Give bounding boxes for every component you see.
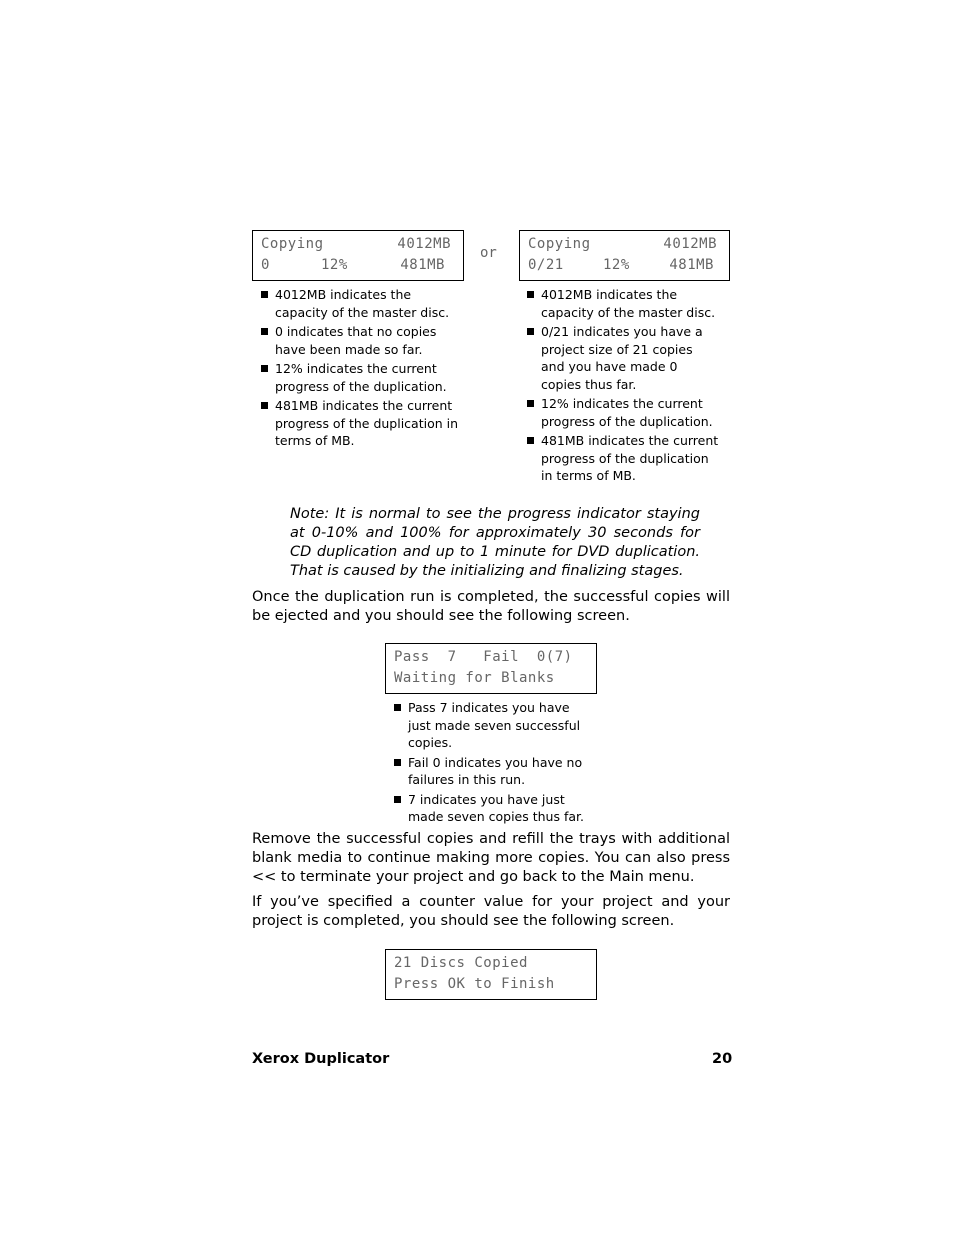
lcd-line1: 21 Discs Copied xyxy=(394,955,528,971)
paragraph-counter: If you’ve specified a counter value for your project and your project is completed, you should see the following screen. xyxy=(252,894,730,929)
bullet-list-pass-fail xyxy=(394,699,594,828)
lcd-copies: 0 xyxy=(261,257,270,273)
lcd-screen-pass-fail xyxy=(385,643,597,694)
lcd-screen-copying-project xyxy=(519,230,730,281)
list-item: 481MB indicates the current progress of the duplication in terms of MB. xyxy=(261,397,461,450)
list-item: 481MB indicates the current progress of the duplication in terms of MB. xyxy=(527,432,719,485)
list-item: Fail 0 indicates you have no failures in this run. xyxy=(394,754,594,789)
lcd-capacity: 4012MB xyxy=(663,236,717,252)
lcd-screen-copying xyxy=(252,230,464,281)
lcd-mb: 481MB xyxy=(669,257,714,273)
bullet-list-single xyxy=(261,286,461,452)
or-separator: or xyxy=(480,245,497,261)
paragraph-remove-copies: Remove the successful copies and refill the trays with additional blank media to continue making more copies. You can also press << to terminate your project and go back to the Main menu. xyxy=(252,831,730,885)
list-item: 12% indicates the current progress of the duplication. xyxy=(527,395,719,430)
list-item: 7 indicates you have just made seven copies thus far. xyxy=(394,791,594,826)
footer-title: Xerox Duplicator xyxy=(252,1051,390,1067)
paragraph-completed: Once the duplication run is completed, the successful copies will be ejected and you should see the following screen. xyxy=(252,589,730,624)
bullet-list-project xyxy=(527,286,719,487)
list-item: 4012MB indicates the capacity of the master disc. xyxy=(261,286,461,321)
lcd-progress: 12% xyxy=(603,257,630,273)
lcd-line1: Pass 7 Fail 0(7) xyxy=(394,649,573,665)
lcd-line2: Waiting for Blanks xyxy=(394,670,555,686)
lcd-line1-label: Copying xyxy=(528,236,591,252)
page-number: 20 xyxy=(712,1051,733,1067)
note-progress: Note: It is normal to see the progress indicator staying at 0-10% and 100% for approximately 30 seconds for CD duplication and up to 1 minute for DVD duplication. That is caused by the initializing and finalizing stages. xyxy=(290,506,700,579)
list-item: 0/21 indicates you have a project size of 21 copies and you have made 0 copies thus far. xyxy=(527,323,719,393)
list-item: Pass 7 indicates you have just made seven successful copies. xyxy=(394,699,594,752)
lcd-line2: Press OK to Finish xyxy=(394,976,555,992)
list-item: 4012MB indicates the capacity of the master disc. xyxy=(527,286,719,321)
lcd-mb: 481MB xyxy=(400,257,445,273)
lcd-screen-finish xyxy=(385,949,597,1000)
list-item: 12% indicates the current progress of the duplication. xyxy=(261,360,461,395)
lcd-copies: 0/21 xyxy=(528,257,564,273)
lcd-capacity: 4012MB xyxy=(397,236,451,252)
list-item: 0 indicates that no copies have been made so far. xyxy=(261,323,461,358)
lcd-line1-label: Copying xyxy=(261,236,324,252)
lcd-progress: 12% xyxy=(321,257,348,273)
